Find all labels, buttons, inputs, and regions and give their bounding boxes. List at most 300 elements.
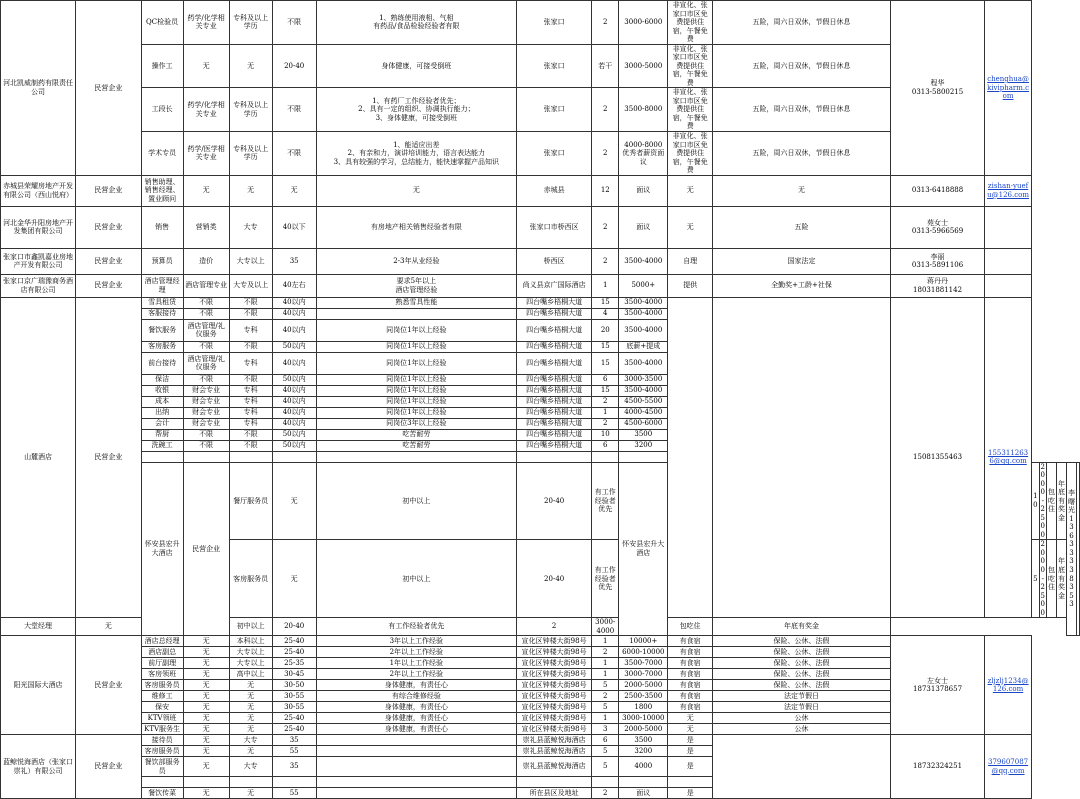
major-cell: 无 [183, 44, 229, 88]
major-cell [183, 777, 229, 788]
age-cell: 55 [272, 788, 316, 799]
headcount-cell: 2 [592, 88, 619, 132]
age-cell: 无 [272, 540, 316, 618]
age-cell: 30-50 [272, 680, 316, 691]
major-cell: 无 [183, 691, 229, 702]
headcount-cell: 有工作经验者优先 [592, 540, 619, 618]
location-cell: 宣化区钟楼大街98号 [517, 636, 592, 647]
undefined-cell: 10 [1032, 462, 1039, 540]
position-cell: 餐饮部服务员 [141, 757, 183, 777]
undefined-cell: 5 [1032, 540, 1039, 618]
salary-cell: 3000-3500 [619, 374, 668, 385]
salary-cell: 怀安县宏升大酒店 [619, 462, 668, 636]
major-cell: 不限 [183, 440, 229, 451]
education-cell: 无 [229, 175, 272, 206]
salary-cell: 4500-6000 [619, 418, 668, 429]
major-cell: 酒店管理/礼仪服务 [183, 319, 229, 341]
age-cell: 35 [272, 248, 316, 274]
headcount-cell: 2 [592, 131, 619, 175]
education-cell: 本科以上 [229, 636, 272, 647]
education-cell: 大专以上 [229, 658, 272, 669]
company-cell: 张家口市鑫凯嘉业房地产开发有限公司 [1, 248, 76, 274]
requirements-cell: 2年以上工作经验 [316, 647, 516, 658]
position-cell: 客房服务员 [141, 680, 183, 691]
location-cell: 张家口 [517, 88, 592, 132]
location-cell: 四台嘴乡梧桐大道 [517, 297, 592, 308]
table-row [1, 735, 1080, 746]
requirements-cell [316, 788, 516, 799]
major-cell: 酒店管理/礼仪服务 [183, 352, 229, 374]
position-cell: QC检验员 [141, 1, 183, 45]
company-cell: 山麓酒店 [1, 297, 76, 618]
education-cell: 无 [229, 746, 272, 757]
education-cell: 专科 [229, 319, 272, 341]
type-cell: 民营企业 [76, 1, 141, 176]
education-cell [229, 777, 272, 788]
table-row [1, 1, 1080, 45]
requirements-cell: 身体健康，有责任心 [316, 702, 516, 713]
age-cell: 40以内 [272, 319, 316, 341]
major-cell: 药学/医学相关专业 [183, 131, 229, 175]
location-cell: 四台嘴乡梧桐大道 [517, 396, 592, 407]
salary-cell: 3000-6000 [619, 1, 668, 45]
undefined-cell: 包吃住 [1047, 540, 1057, 618]
requirements-cell: 初中以上 [316, 540, 516, 618]
company-cell: 阳光国际大酒店 [1, 636, 76, 735]
education-cell: 不限 [229, 440, 272, 451]
salary-cell: 2000-5000 [619, 680, 668, 691]
major-cell: 酒店管理专业 [183, 274, 229, 297]
location-cell: 四台嘴乡梧桐大道 [517, 352, 592, 374]
salary-cell [619, 777, 668, 788]
requirements-cell: 有综合维修经验 [316, 691, 516, 702]
location-cell: 四台嘴乡梧桐大道 [517, 319, 592, 341]
board-cell: 有食宿 [668, 680, 713, 691]
position-cell: 保洁 [141, 374, 183, 385]
headcount-cell: 5 [592, 702, 619, 713]
board-cell: 有食宿 [668, 669, 713, 680]
position-cell: KTV领班 [141, 713, 183, 724]
salary-cell: 3500 [619, 735, 668, 746]
benefits-cell: 五险，周六日双休，节假日休息 [713, 1, 891, 45]
contact-cell: 15081355463 [891, 297, 985, 618]
age-cell: 25-40 [272, 636, 316, 647]
age-cell: 20-40 [272, 44, 316, 88]
table-row [1, 206, 1080, 248]
requirements-cell: 身体健康，有责任心 [316, 713, 516, 724]
company-cell: 蓝鲸悦海酒店（张家口崇礼）有限公司 [1, 735, 76, 799]
contact-cell: 0313-6418888 [891, 175, 985, 206]
education-cell: 无 [229, 691, 272, 702]
position-cell: 怀安县宏升大酒店 [141, 462, 183, 636]
table-row [1, 248, 1080, 274]
contact-cell: 程华 0313-5800215 [891, 1, 985, 176]
headcount-cell: 5 [592, 746, 619, 757]
salary-cell: 3200 [619, 746, 668, 757]
age-cell: 不限 [272, 131, 316, 175]
age-cell: 不限 [272, 88, 316, 132]
education-cell: 不限 [229, 429, 272, 440]
board-cell: 提供 [668, 274, 713, 297]
major-cell: 无 [183, 713, 229, 724]
headcount-cell: 2 [592, 647, 619, 658]
benefits-cell: 保险、公休、法假 [713, 636, 891, 647]
education-cell: 不限 [229, 341, 272, 352]
headcount-cell: 15 [592, 385, 619, 396]
major-cell: 财会专业 [183, 407, 229, 418]
position-cell: 酒店副总 [141, 647, 183, 658]
salary-cell [619, 451, 668, 462]
salary-cell: 面议 [619, 788, 668, 799]
major-cell: 无 [183, 735, 229, 746]
benefits-cell: 无 [713, 175, 891, 206]
board-cell: 有食宿 [668, 658, 713, 669]
company-cell: 赤城县荣耀房地产开发有限公司（西山悦府） [1, 175, 76, 206]
education-cell: 无 [229, 724, 272, 735]
age-cell: 40以内 [272, 297, 316, 308]
position-cell: 销售助理、销售经理、置业顾问 [141, 175, 183, 206]
headcount-cell: 3000-4000 [592, 618, 619, 636]
location-cell: 四台嘴乡梧桐大道 [517, 440, 592, 451]
position-cell: 客服接待 [141, 308, 183, 319]
headcount-cell: 2 [592, 248, 619, 274]
position-cell: 销售 [141, 206, 183, 248]
salary-cell: 3000-5000 [619, 44, 668, 88]
salary-cell: 4000-4500 [619, 407, 668, 418]
position-cell: 酒店管理经理 [141, 274, 183, 297]
email-cell[interactable]: chenghua@kivipharm.com [985, 1, 1032, 176]
salary-cell: 3200 [619, 440, 668, 451]
contact-cell: 18732324251 [891, 735, 985, 799]
undefined-cell: 2000-2500 [1040, 462, 1045, 539]
table-row [1, 636, 1080, 647]
email-cell[interactable]: 379607087@qq.com [985, 735, 1032, 799]
board-cell: 有食宿 [668, 647, 713, 658]
headcount-cell: 1 [592, 407, 619, 418]
major-cell: 造价 [183, 248, 229, 274]
education-cell: 专科 [229, 396, 272, 407]
requirements-cell: 同岗位1年以上经验 [316, 319, 516, 341]
education-cell: 大专以上 [229, 647, 272, 658]
requirements-cell: 同岗位1年以上经验 [316, 341, 516, 352]
salary-cell: 3500-4000 [619, 297, 668, 308]
contact-cell: 左女士 18731378657 [891, 636, 985, 735]
headcount-cell [592, 451, 619, 462]
board-cell: 非宣化、张家口市区免费提供住宿，午餐免费 [668, 44, 713, 88]
major-cell: 民营企业 [183, 462, 229, 636]
undefined-cell: 包吃住 [1047, 462, 1057, 540]
age-cell [272, 451, 316, 462]
position-cell: 出纳 [141, 407, 183, 418]
requirements-cell: 吃苦耐劳 [316, 429, 516, 440]
board-cell: 无 [668, 175, 713, 206]
age-cell [272, 777, 316, 788]
age-cell: 40以内 [272, 396, 316, 407]
benefits-cell: 保险、公休、法假 [713, 669, 891, 680]
salary-cell: 2500-3500 [619, 691, 668, 702]
position-cell: 预算员 [141, 248, 183, 274]
undefined-cell: 年底有奖金 [1057, 540, 1067, 618]
education-cell [229, 451, 272, 462]
location-cell: 宣化区钟楼大街98号 [517, 669, 592, 680]
requirements-cell [316, 777, 516, 788]
board-cell: 有食宿 [668, 636, 713, 647]
undefined-cell: 李曙光 13633338353 [1067, 462, 1077, 636]
benefits-cell: 五险，周六日双休，节假日休息 [713, 44, 891, 88]
major-cell: 无 [183, 702, 229, 713]
board-cell: 非宣化、张家口市区免费提供住宿，午餐免费 [668, 131, 713, 175]
company-cell: 张家口京广瑞豫商务酒店有限公司 [1, 274, 76, 297]
age-cell: 55 [272, 746, 316, 757]
headcount-cell: 2 [592, 1, 619, 45]
headcount-cell: 1 [592, 658, 619, 669]
company-cell: 河北金华升阳房地产开发集团有限公司 [1, 206, 76, 248]
headcount-cell: 6 [592, 735, 619, 746]
headcount-cell: 5 [592, 680, 619, 691]
headcount-cell: 有工作经验者优先 [592, 462, 619, 540]
headcount-cell: 2 [592, 691, 619, 702]
location-cell: 崇礼县蓝鲸悦海酒店 [517, 735, 592, 746]
requirements-cell: 同岗位1年以上经验 [316, 352, 516, 374]
age-cell: 无 [272, 462, 316, 540]
education-cell: 大专以上 [229, 248, 272, 274]
major-cell: 无 [183, 680, 229, 691]
type-cell: 民营企业 [76, 248, 141, 274]
education-cell: 无 [229, 702, 272, 713]
benefits-cell: 保险、公休、法假 [713, 680, 891, 691]
table-row [1, 297, 1080, 308]
position-cell: 操作工 [141, 44, 183, 88]
position-cell: KTV服务生 [141, 724, 183, 735]
major-cell: 不限 [183, 374, 229, 385]
requirements-cell [316, 746, 516, 757]
location-cell [517, 777, 592, 788]
headcount-cell: 若干 [592, 44, 619, 88]
board-cell: 有食宿 [668, 691, 713, 702]
position-cell: 维修工 [141, 691, 183, 702]
requirements-cell: 2年以上工作经验 [316, 669, 516, 680]
salary-cell: 3500-4000 [619, 308, 668, 319]
education-cell: 无 [229, 788, 272, 799]
board-cell: 包吃住 [668, 618, 713, 636]
education-cell: 不限 [229, 308, 272, 319]
location-cell: 20-40 [517, 540, 592, 618]
requirements-cell: 无 [316, 175, 516, 206]
email-cell[interactable]: zishan-yuefu@126.com [985, 175, 1032, 206]
salary-cell: 3500-4000 [619, 248, 668, 274]
location-cell: 2 [517, 618, 592, 636]
email-cell [985, 274, 1032, 297]
salary-cell: 4500-5500 [619, 396, 668, 407]
major-cell: 无 [183, 746, 229, 757]
position-cell: 收银 [141, 385, 183, 396]
age-cell: 25-40 [272, 647, 316, 658]
age-cell: 不限 [272, 1, 316, 45]
type-cell: 民营企业 [76, 274, 141, 297]
location-cell: 桥西区 [517, 248, 592, 274]
age-cell: 40以内 [272, 385, 316, 396]
salary-cell: 5000+ [619, 274, 668, 297]
location-cell: 四台嘴乡梧桐大道 [517, 341, 592, 352]
salary-cell: 6000-10000 [619, 647, 668, 658]
location-cell: 张家口 [517, 1, 592, 45]
education-cell: 专科及以上学历 [229, 131, 272, 175]
benefits-cell [713, 735, 891, 799]
headcount-cell: 20 [592, 319, 619, 341]
location-cell: 张家口市桥西区 [517, 206, 592, 248]
salary-cell: 2000-5000 [619, 724, 668, 735]
location-cell: 四台嘴乡梧桐大道 [517, 418, 592, 429]
position-cell: 客房服务员 [141, 746, 183, 757]
major-cell: 财会专业 [183, 396, 229, 407]
type-cell: 民营企业 [76, 206, 141, 248]
salary-cell: 1800 [619, 702, 668, 713]
benefits-cell: 五险 [713, 206, 891, 248]
benefits-cell: 保险、公休、法假 [713, 647, 891, 658]
major-cell: 无 [183, 757, 229, 777]
major-cell: 不限 [183, 308, 229, 319]
education-cell: 餐厅服务员 [229, 462, 272, 540]
major-cell: 无 [183, 175, 229, 206]
salary-cell: 3500-4000 [619, 352, 668, 374]
location-cell: 崇礼县蓝鲸悦海酒店 [517, 757, 592, 777]
age-cell: 无 [272, 175, 316, 206]
headcount-cell: 4 [592, 308, 619, 319]
age-cell: 40以内 [272, 352, 316, 374]
position-cell: 接待员 [141, 735, 183, 746]
benefits-cell: 五险，周六日双休，节假日休息 [713, 88, 891, 132]
requirements-cell: 要求5年以上 酒店管理经验 [316, 274, 516, 297]
position-cell [141, 777, 183, 788]
type-cell: 民营企业 [76, 735, 141, 799]
age-cell: 40左右 [272, 274, 316, 297]
board-cell: 无 [668, 206, 713, 248]
salary-cell: 3500-7000 [619, 658, 668, 669]
type-cell: 民营企业 [76, 297, 141, 618]
position-cell: 学术专员 [141, 131, 183, 175]
company-cell: 大堂经理 [1, 618, 76, 636]
board-cell: 有食宿 [668, 702, 713, 713]
requirements-cell: 1年以上工作经验 [316, 658, 516, 669]
salary-cell: 3500-4000 [619, 319, 668, 341]
headcount-cell: 1 [592, 669, 619, 680]
location-cell: 崇礼县蓝鲸悦海酒店 [517, 746, 592, 757]
position-cell: 前台接待 [141, 352, 183, 374]
email-cell [985, 206, 1032, 248]
major-cell: 无 [183, 669, 229, 680]
headcount-cell: 6 [592, 374, 619, 385]
position-cell: 帮厨 [141, 429, 183, 440]
location-cell: 四台嘴乡梧桐大道 [517, 385, 592, 396]
major-cell: 财会专业 [183, 418, 229, 429]
position-cell [141, 451, 183, 462]
salary-cell: 底薪+提成 [619, 341, 668, 352]
major-cell: 财会专业 [183, 385, 229, 396]
major-cell: 无 [183, 636, 229, 647]
board-cell: 是 [668, 757, 713, 777]
position-cell: 雪具租赁 [141, 297, 183, 308]
major-cell: 营销类 [183, 206, 229, 248]
major-cell: 无 [183, 788, 229, 799]
location-cell: 四台嘴乡梧桐大道 [517, 374, 592, 385]
location-cell: 张家口 [517, 131, 592, 175]
location-cell: 四台嘴乡梧桐大道 [517, 407, 592, 418]
benefits-cell [713, 297, 891, 618]
age-cell: 50以内 [272, 341, 316, 352]
headcount-cell: 2 [592, 206, 619, 248]
position-cell: 餐饮服务 [141, 319, 183, 341]
age-cell: 30-55 [272, 702, 316, 713]
email-cell[interactable]: zljzlj1234@126.com [985, 636, 1032, 735]
undefined-cell [1077, 462, 1080, 636]
age-cell: 40以内 [272, 418, 316, 429]
benefits-cell: 法定节假日 [713, 702, 891, 713]
requirements-cell: 熟悉雪具性能 [316, 297, 516, 308]
board-cell: 非宣化、张家口市区免费提供住宿，午餐免费 [668, 88, 713, 132]
requirements-cell: 初中以上 [316, 462, 516, 540]
requirements-cell: 1、能适应出差 2、有亲和力，演讲培训能力，语言表达能力 3、具有较强的学习，总结能力，能快速掌握产品知识 [316, 131, 516, 175]
table-row [1, 274, 1080, 297]
undefined-cell: 2000-2500 [1040, 540, 1045, 617]
board-cell: 无 [668, 724, 713, 735]
position-cell: 成本 [141, 396, 183, 407]
major-cell: 不限 [183, 341, 229, 352]
benefits-cell: 国家法定 [713, 248, 891, 274]
position-cell: 餐饮传菜 [141, 788, 183, 799]
location-cell: 张家口 [517, 44, 592, 88]
position-cell: 客房领班 [141, 669, 183, 680]
requirements-cell: 有工作经验者优先 [316, 618, 516, 636]
major-cell: 不限 [183, 297, 229, 308]
benefits-cell: 全勤奖+工龄+社保 [713, 274, 891, 297]
education-cell: 大专 [229, 735, 272, 746]
position-cell: 洗碗工 [141, 440, 183, 451]
age-cell: 40以内 [272, 407, 316, 418]
position-cell: 客房服务 [141, 341, 183, 352]
education-cell: 专科 [229, 418, 272, 429]
salary-cell: 3500-8000 [619, 88, 668, 132]
board-cell: 无 [668, 713, 713, 724]
headcount-cell: 2 [592, 418, 619, 429]
requirements-cell: 1、有药厂工作经验者优先； 2、具有一定的组织、协调执行能力； 3、身体健康，可接受倒班 [316, 88, 516, 132]
age-cell: 25-40 [272, 713, 316, 724]
location-cell [517, 451, 592, 462]
contact-cell: 李丽 0313-5891106 [891, 248, 985, 274]
headcount-cell: 1 [592, 713, 619, 724]
salary-cell: 3000-10000 [619, 713, 668, 724]
board-cell: 是 [668, 735, 713, 746]
position-cell: 保安 [141, 702, 183, 713]
salary-cell: 3500-4000 [619, 385, 668, 396]
requirements-cell: 身体健康，有责任心 [316, 724, 516, 735]
requirements-cell: 同岗位1年以上经验 [316, 385, 516, 396]
age-cell: 30-55 [272, 691, 316, 702]
type-cell: 无 [76, 618, 141, 636]
table-row [1, 175, 1080, 206]
requirements-cell [316, 735, 516, 746]
email-cell[interactable]: 1553112636@qq.com [985, 297, 1032, 618]
headcount-cell: 3 [592, 724, 619, 735]
board-cell: 是 [668, 746, 713, 757]
headcount-cell: 5 [592, 757, 619, 777]
location-cell: 赤城县 [517, 175, 592, 206]
position-cell: 会计 [141, 418, 183, 429]
location-cell: 宣化区钟楼大街98号 [517, 724, 592, 735]
position-cell: 酒店总经理 [141, 636, 183, 647]
location-cell: 宣化区钟楼大街98号 [517, 691, 592, 702]
requirements-cell: 有房地产相关销售经验者有限 [316, 206, 516, 248]
headcount-cell: 15 [592, 341, 619, 352]
